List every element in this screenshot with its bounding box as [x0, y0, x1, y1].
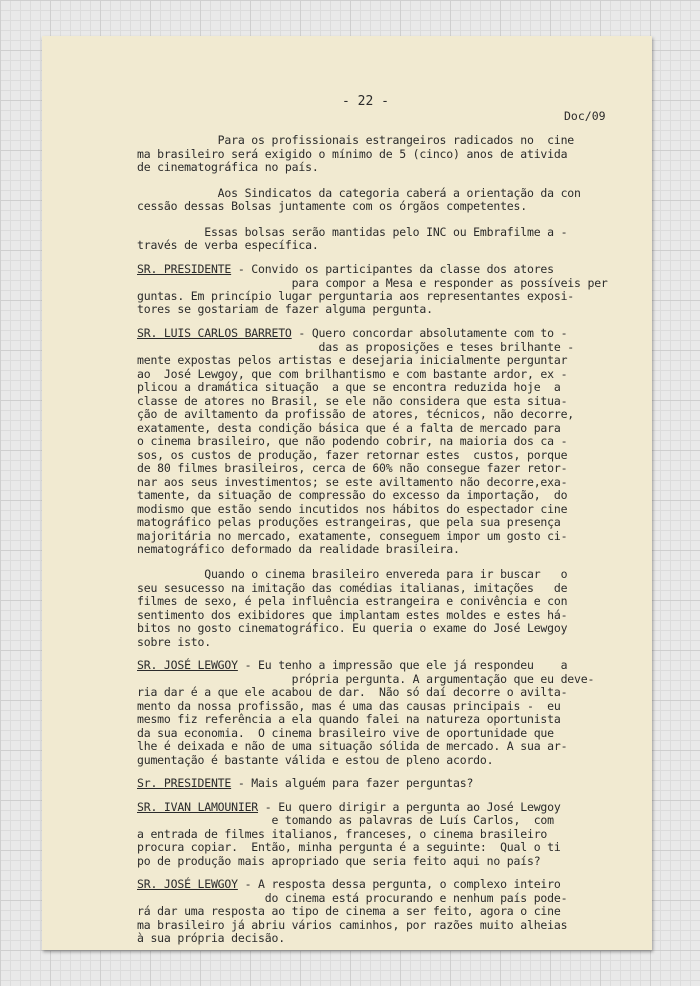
line-text: e tomando as palavras de Luís Carlos, com	[137, 813, 554, 827]
line-text: rá dar uma resposta ao tipo de cinema a ser feito, agora o cine	[137, 904, 561, 918]
line-text: - Eu quero dirigir a pergunta ao José Lewgoy	[258, 800, 561, 814]
text-line	[137, 827, 547, 841]
text-line	[137, 407, 574, 421]
text-line	[137, 353, 567, 367]
line-text: mento da nossa profissão, mas é uma das causas principais - eu	[137, 699, 561, 713]
line-text: do cinema está procurando e nenhum país pode-	[137, 891, 568, 905]
text-line	[137, 515, 561, 529]
line-text: modismo que estão sendo incutidos nos hábitos do espectador cine	[137, 502, 568, 516]
line-text: da sua economia. O cinema brasileiro vive de oportunidade que	[137, 726, 554, 740]
line-text: mente expostas pelos artistas e desejaria inicialmente perguntar	[137, 353, 568, 367]
line-text: majoritária no mercado, exatamente, conseguem impor um gosto ci-	[137, 529, 568, 543]
text-line	[137, 340, 574, 354]
line-text: seu sesucesso na imitação das comédias italianas, imitações de	[137, 581, 568, 595]
line-text: sobre isto.	[137, 635, 211, 649]
line-text: lhe é deixada e não de uma situação sólida de mercado. A sua ar-	[137, 739, 568, 753]
text-line	[137, 672, 594, 686]
line-text: ma brasileiro será exigido o mínimo de 5 (cinco) anos de ativida	[137, 147, 568, 161]
text-line	[137, 739, 567, 753]
text-line	[137, 289, 574, 303]
text-line	[137, 753, 493, 767]
speaker-line	[137, 262, 554, 276]
line-text: sentimento dos exibidores que implantam estes moldes e estes há-	[137, 608, 568, 622]
speaker-name: Sr. PRESIDENTE	[137, 776, 232, 790]
line-text: - Mais alguém para fazer perguntas?	[231, 776, 474, 790]
text-line	[137, 542, 460, 556]
line-text: Essas bolsas serão mantidas pelo INC ou Embrafilme a -	[137, 225, 568, 239]
text-line	[137, 931, 285, 945]
text-line	[137, 502, 567, 516]
text-line	[137, 621, 567, 635]
text-line	[137, 712, 561, 726]
text-line	[137, 238, 319, 252]
text-line	[137, 434, 567, 448]
text-line	[137, 448, 567, 462]
text-line	[137, 854, 540, 868]
line-text: a entrada de filmes italianos, franceses, o cinema brasileiro	[137, 827, 548, 841]
text-line	[137, 840, 561, 854]
text-line	[137, 475, 567, 489]
text-line	[137, 488, 567, 502]
line-text: cessão dessas Bolsas juntamente com os órgãos competentes.	[137, 199, 527, 213]
line-text: própria pergunta. A argumentação que eu deve-	[137, 672, 595, 686]
text-line	[137, 904, 561, 918]
line-text: de 80 filmes brasileiros, cerca de 60% não consegue fazer retor-	[137, 461, 568, 475]
text-line	[137, 394, 567, 408]
text-line	[137, 276, 608, 290]
text-line	[137, 461, 567, 475]
line-text: plicou a dramática situação a que se encontra reduzida hoje a	[137, 380, 561, 394]
text-line	[137, 529, 567, 543]
text-line	[137, 133, 574, 147]
text-line	[137, 225, 567, 239]
text-line	[137, 302, 433, 316]
text-line	[137, 685, 567, 699]
text-line	[137, 367, 567, 381]
page-number: - 22 -	[342, 94, 389, 109]
speaker-line	[137, 877, 561, 891]
line-text: Para os profissionais estrangeiros radicados no cine	[137, 133, 575, 147]
text-line	[137, 699, 561, 713]
speaker-name: SR. IVAN LAMOUNIER	[137, 800, 259, 814]
text-line	[137, 726, 554, 740]
line-text: - Eu tenho a impressão que ele já respondeu a	[237, 658, 568, 672]
document-page	[42, 36, 652, 950]
text-line	[137, 380, 561, 394]
text-line	[137, 594, 567, 608]
speaker-line	[137, 326, 567, 340]
line-text: tores se gostariam de fazer alguma pergunta.	[137, 302, 433, 316]
text-line	[137, 918, 567, 932]
text-line	[137, 635, 211, 649]
text-line	[137, 160, 319, 174]
text-line	[137, 186, 581, 200]
speaker-line	[137, 800, 561, 814]
text-line	[137, 581, 567, 595]
line-text: bitos no gosto cinematográfico. Eu queria o exame do José Lewgoy	[137, 621, 568, 635]
line-text: o cinema brasileiro, que não podendo cobrir, na maioria dos ca -	[137, 434, 568, 448]
line-text: tamente, da situação de compressão do excesso da importação, do	[137, 488, 568, 502]
line-text: - A resposta dessa pergunta, o complexo inteiro	[237, 877, 561, 891]
line-text: à sua própria decisão.	[137, 931, 285, 945]
text-line	[137, 199, 527, 213]
doc-reference: Doc/09	[564, 109, 606, 123]
text-line	[137, 891, 567, 905]
text-line	[137, 608, 567, 622]
speaker-name: SR. LUIS CARLOS BARRETO	[137, 326, 292, 340]
speaker-line	[137, 658, 567, 672]
line-text: para compor a Mesa e responder as possíveis per	[137, 276, 608, 290]
line-text: matográfico pelas produções estrangeiras, que pela sua presença	[137, 515, 561, 529]
speaker-name: SR. JOSÉ LEWGOY	[137, 877, 238, 891]
line-text: nematográfico deformado da realidade brasileira.	[137, 542, 460, 556]
line-text: procura copiar. Então, minha pergunta é a seguinte: Qual o ti	[137, 840, 561, 854]
line-text: ao José Lewgoy, que com brilhantismo e com bastante ardor, ex -	[137, 367, 568, 381]
speaker-name: SR. PRESIDENTE	[137, 262, 232, 276]
line-text: Quando o cinema brasileiro enveredа para ir buscar o	[137, 567, 568, 581]
line-text: de cinematográfica no país.	[137, 160, 319, 174]
line-text: - Quero concordar absolutamente com to -	[291, 326, 568, 340]
line-text: filmes de sexo, é pela influência estrangeira e conivência e con	[137, 594, 568, 608]
text-line	[137, 567, 567, 581]
speaker-name: SR. JOSÉ LEWGOY	[137, 658, 238, 672]
text-line	[137, 147, 567, 161]
line-text: gumentação é bastante válida e estou de pleno acordo.	[137, 753, 494, 767]
text-line	[137, 813, 554, 827]
speaker-line	[137, 776, 473, 790]
line-text: Aos Sindicatos da categoria caberá a orientação da con	[137, 186, 581, 200]
line-text: través de verba específica.	[137, 238, 319, 252]
line-text: nar aos seus investimentos; se este aviltamento não decorre,exa-	[137, 475, 568, 489]
line-text: - Convido os participantes da classe dos atores	[231, 262, 554, 276]
line-text: exatamente, desta condição básica que é a falta de mercado para	[137, 421, 561, 435]
line-text: mesmo fiz referência a ela quando falei na natureza oportunista	[137, 712, 561, 726]
line-text: ma brasileiro já abriu vários caminhos, por razões muito alheias	[137, 918, 568, 932]
line-text: sos, os custos de produção, fazer retornar estes custos, porque	[137, 448, 568, 462]
line-text: classe de atores no Brasil, se ele não considera que esta situa-	[137, 394, 568, 408]
line-text: guntas. Em princípio lugar perguntaria aos representantes exposi-	[137, 289, 575, 303]
line-text: ria dar é a que ele acabou de dar. Não só daí decorre o avilta-	[137, 685, 568, 699]
line-text: ção de aviltamento da profissão de atores, técnicos, não decorre,	[137, 407, 575, 421]
line-text: das as proposições e teses brilhante -	[137, 340, 575, 354]
text-line	[137, 421, 561, 435]
line-text: po de produção mais apropriado que seria feito aqui no país?	[137, 854, 541, 868]
